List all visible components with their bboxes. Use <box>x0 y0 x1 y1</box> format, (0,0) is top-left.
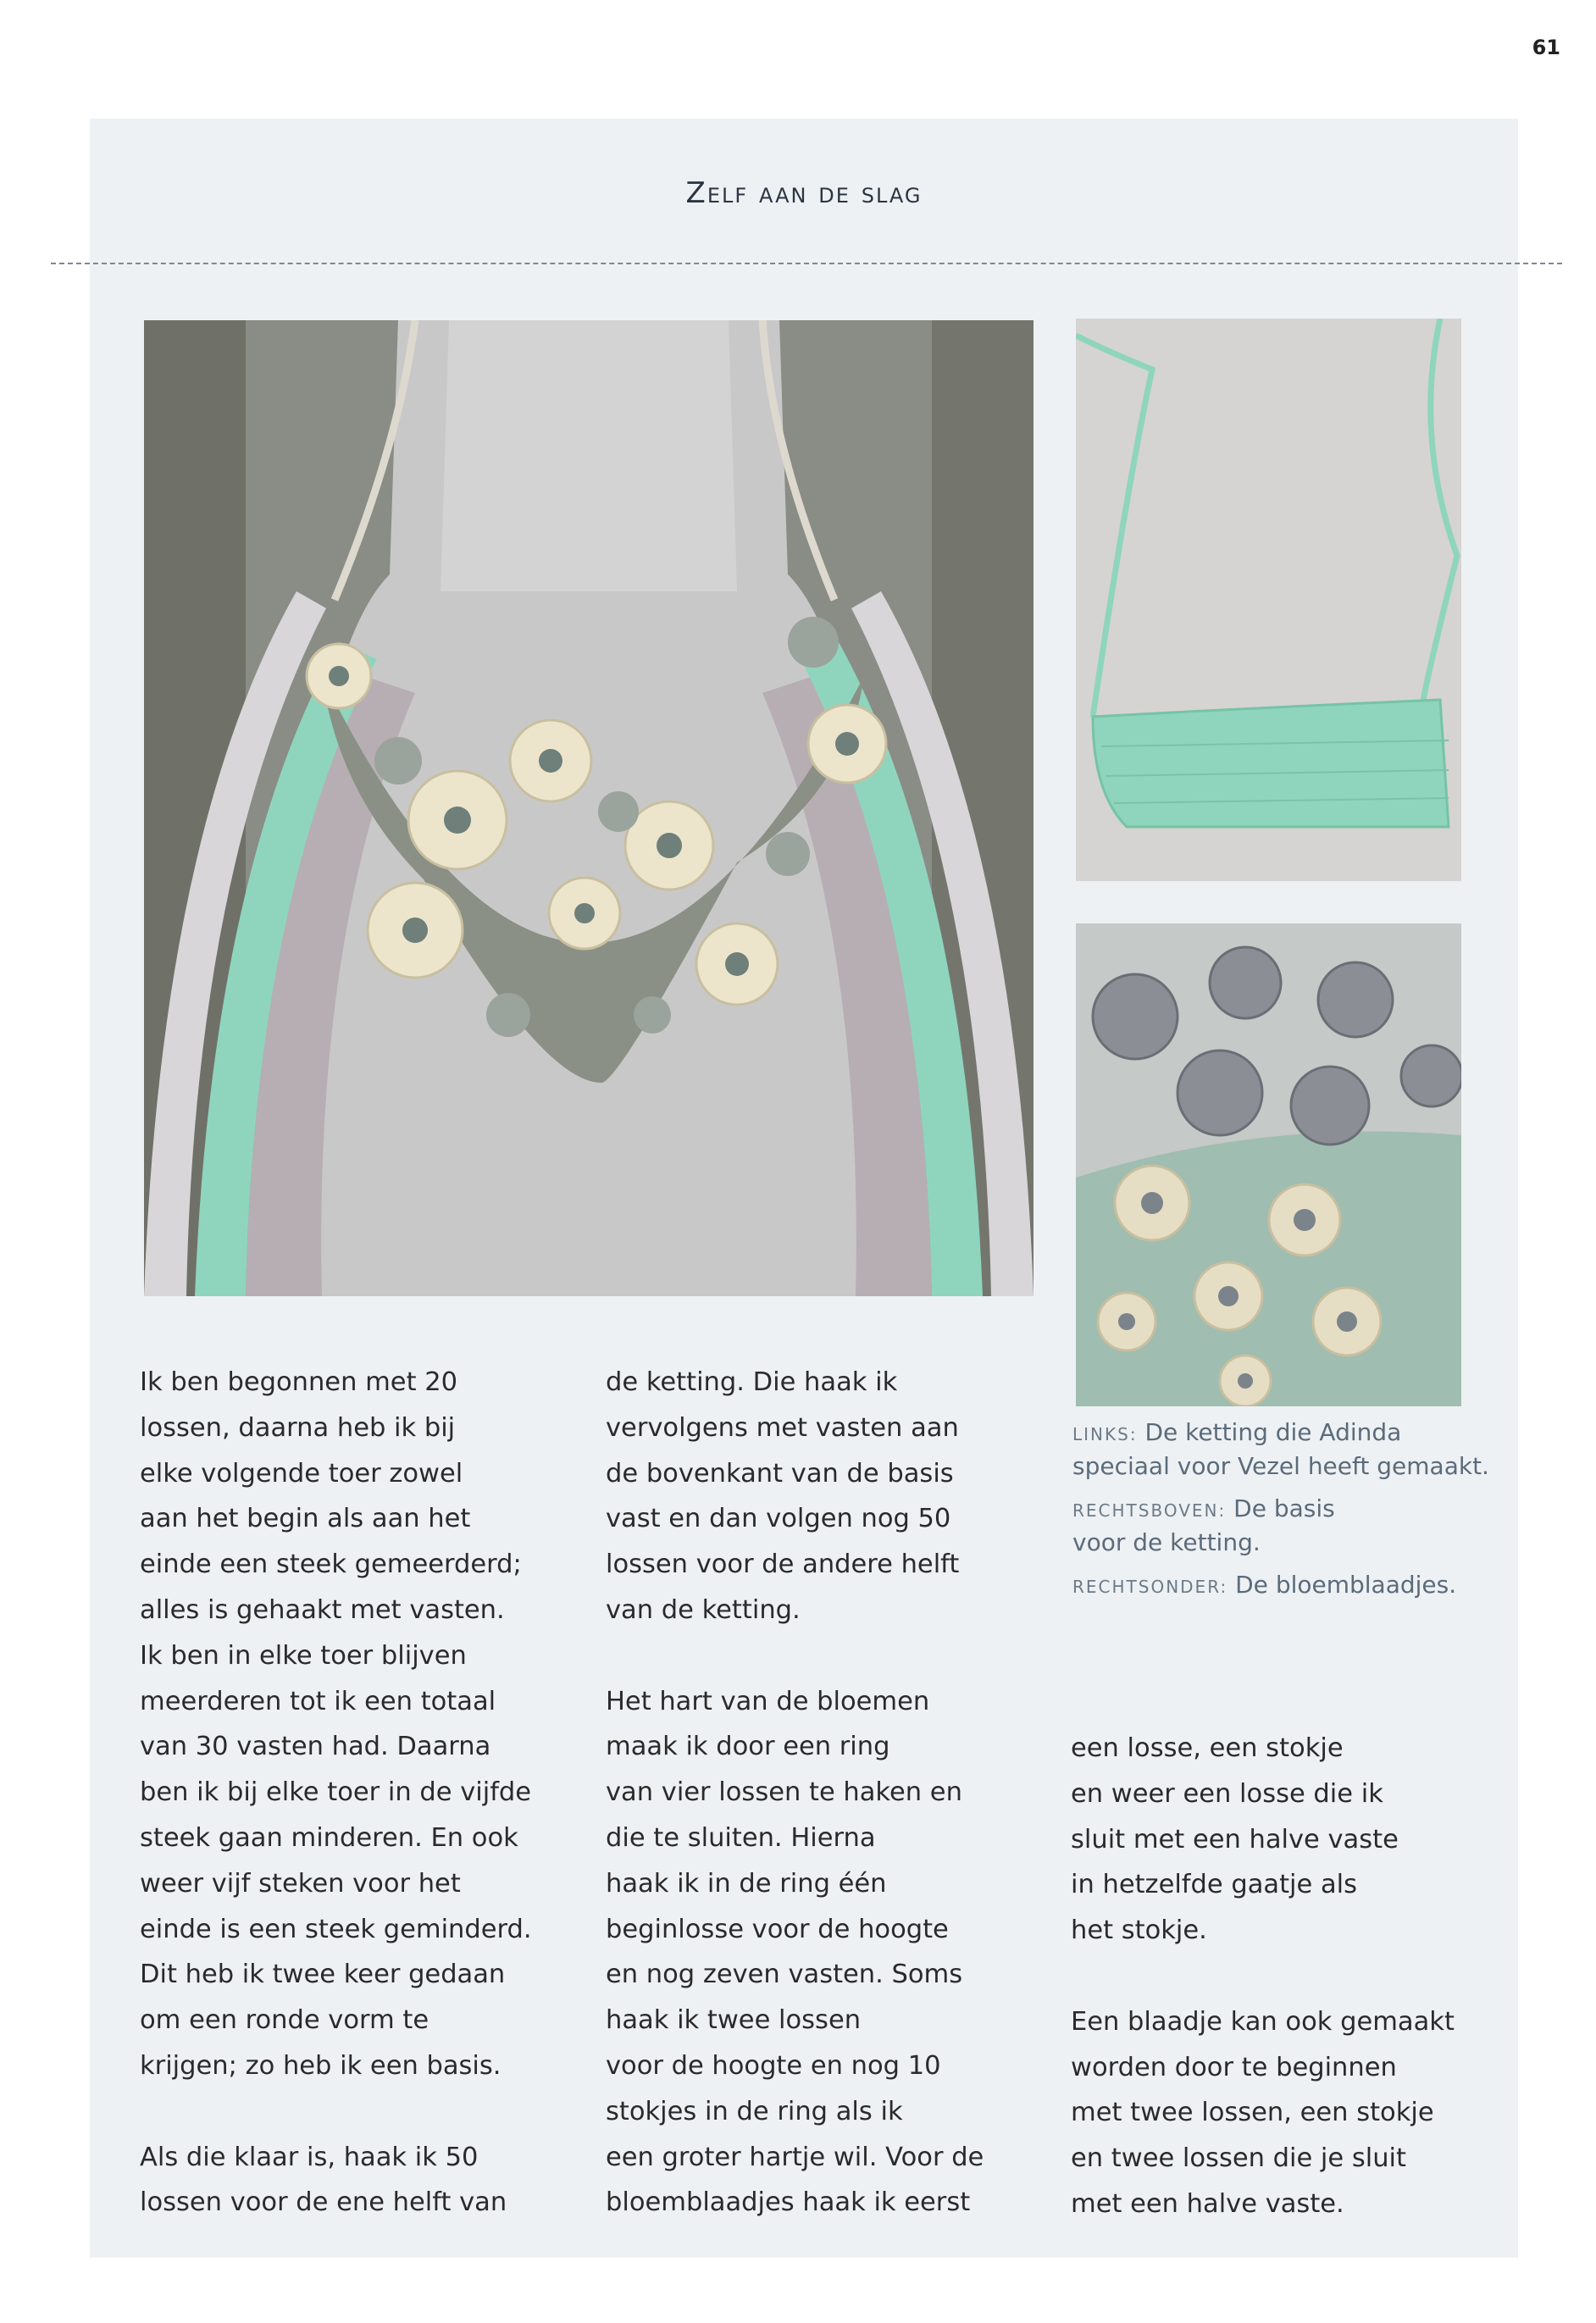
text-line: meerderen tot ik een totaal <box>140 1686 496 1716</box>
dashed-divider <box>51 263 1562 264</box>
caption-text: voor de ketting. <box>1072 1528 1261 1556</box>
text-line: bloemblaadjes haak ik eerst <box>606 2187 971 2218</box>
necklace-base-illustration <box>1076 319 1461 881</box>
text-line: worden door te beginnen <box>1071 2052 1397 2082</box>
text-line: haak ik twee lossen <box>606 2005 862 2036</box>
caption-label: RECHTSONDER: <box>1072 1577 1228 1597</box>
caption-label: LINKS: <box>1072 1424 1138 1444</box>
caption-text: De bloemblaadjes. <box>1235 1571 1457 1599</box>
photo-captions <box>1072 1417 1513 1613</box>
paragraph-gap <box>606 1633 984 1679</box>
text-line: met twee lossen, een stokje <box>1071 2098 1434 2128</box>
text-column-2 <box>606 1360 984 2226</box>
text-line: van vier lossen te haken en <box>606 1777 962 1808</box>
text-line: een groter hartje wil. Voor de <box>606 2142 984 2172</box>
text-line: Een blaadje kan ook gemaakt <box>1071 2006 1455 2037</box>
caption-label: RECHTSBOVEN: <box>1072 1500 1227 1521</box>
text-line: lossen, daarna heb ik bij <box>140 1412 456 1443</box>
text-line: stokjes in de ring als ik <box>606 2096 903 2126</box>
text-line: in hetzelfde gaatje als <box>1071 1870 1358 1900</box>
necklace-illustration <box>144 320 1034 1296</box>
text-line: van 30 vasten had. Daarna <box>140 1732 491 1762</box>
text-line: vervolgens met vasten aan <box>606 1412 959 1443</box>
caption-text: De basis <box>1233 1494 1335 1522</box>
text-line: sluit met een halve vaste <box>1071 1824 1399 1855</box>
caption-left <box>1072 1417 1513 1483</box>
text-line: en weer een losse die ik <box>1071 1778 1383 1809</box>
section-heading: Zelf aan de slag <box>685 176 923 210</box>
text-line: einde is een steek geminderd. <box>140 1914 532 1944</box>
text-line: Ik ben in elke toer blijven <box>140 1640 467 1671</box>
text-line: een losse, een stokje <box>1071 1733 1344 1763</box>
text-line: haak ik in de ring één <box>606 1868 887 1899</box>
text-line: Als die klaar is, haak ik 50 <box>140 2142 479 2172</box>
text-line: beginlosse voor de hoogte <box>606 1914 949 1944</box>
text-line: Het hart van de bloemen <box>606 1686 930 1716</box>
text-line: aan het begin als aan het <box>140 1504 471 1534</box>
text-line: Ik ben begonnen met 20 <box>140 1367 458 1397</box>
text-line: steek gaan minderen. En ook <box>140 1822 518 1853</box>
text-line: en twee lossen die je sluit <box>1071 2143 1406 2174</box>
text-column-1 <box>140 1360 532 2226</box>
caption-text: De ketting die Adinda <box>1144 1418 1402 1446</box>
text-line: met een halve vaste. <box>1071 2188 1344 2219</box>
text-line: maak ik door een ring <box>606 1732 890 1762</box>
caption-top-right <box>1072 1493 1513 1559</box>
photo-petals <box>1076 923 1461 1406</box>
text-line: voor de hoogte en nog 10 <box>606 2050 941 2081</box>
text-line: vast en dan volgen nog 50 <box>606 1504 951 1534</box>
paragraph-gap <box>140 2089 532 2135</box>
text-line: alles is gehaakt met vasten. <box>140 1594 505 1625</box>
text-line: het stokje. <box>1071 1916 1207 1946</box>
text-line: de ketting. Die haak ik <box>606 1367 898 1397</box>
caption-bottom-right <box>1072 1569 1513 1603</box>
text-line: Dit heb ik twee keer gedaan <box>140 1960 506 1990</box>
text-line: om een ronde vorm te <box>140 2005 429 2036</box>
paragraph-gap <box>1071 1954 1455 1999</box>
text-line: weer vijf steken voor het <box>140 1868 461 1899</box>
petals-illustration <box>1076 923 1461 1406</box>
text-line: die te sluiten. Hierna <box>606 1822 876 1853</box>
text-line: lossen voor de andere helft <box>606 1550 960 1580</box>
page-number: 61 <box>1532 36 1560 59</box>
photo-necklace <box>144 320 1034 1296</box>
text-line: de bovenkant van de basis <box>606 1458 954 1489</box>
text-line: krijgen; zo heb ik een basis. <box>140 2050 502 2081</box>
text-line: lossen voor de ene helft van <box>140 2187 507 2218</box>
text-line: einde een steek gemeerderd; <box>140 1550 522 1580</box>
text-line: en nog zeven vasten. Soms <box>606 1960 963 1990</box>
caption-text: speciaal voor Vezel heeft gemaakt. <box>1072 1452 1489 1480</box>
text-line: elke volgende toer zowel <box>140 1458 463 1489</box>
text-line: van de ketting. <box>606 1594 801 1625</box>
text-column-3 <box>1071 1726 1455 2227</box>
photo-necklace-base <box>1076 319 1461 881</box>
text-line: ben ik bij elke toer in de vijfde <box>140 1777 532 1808</box>
